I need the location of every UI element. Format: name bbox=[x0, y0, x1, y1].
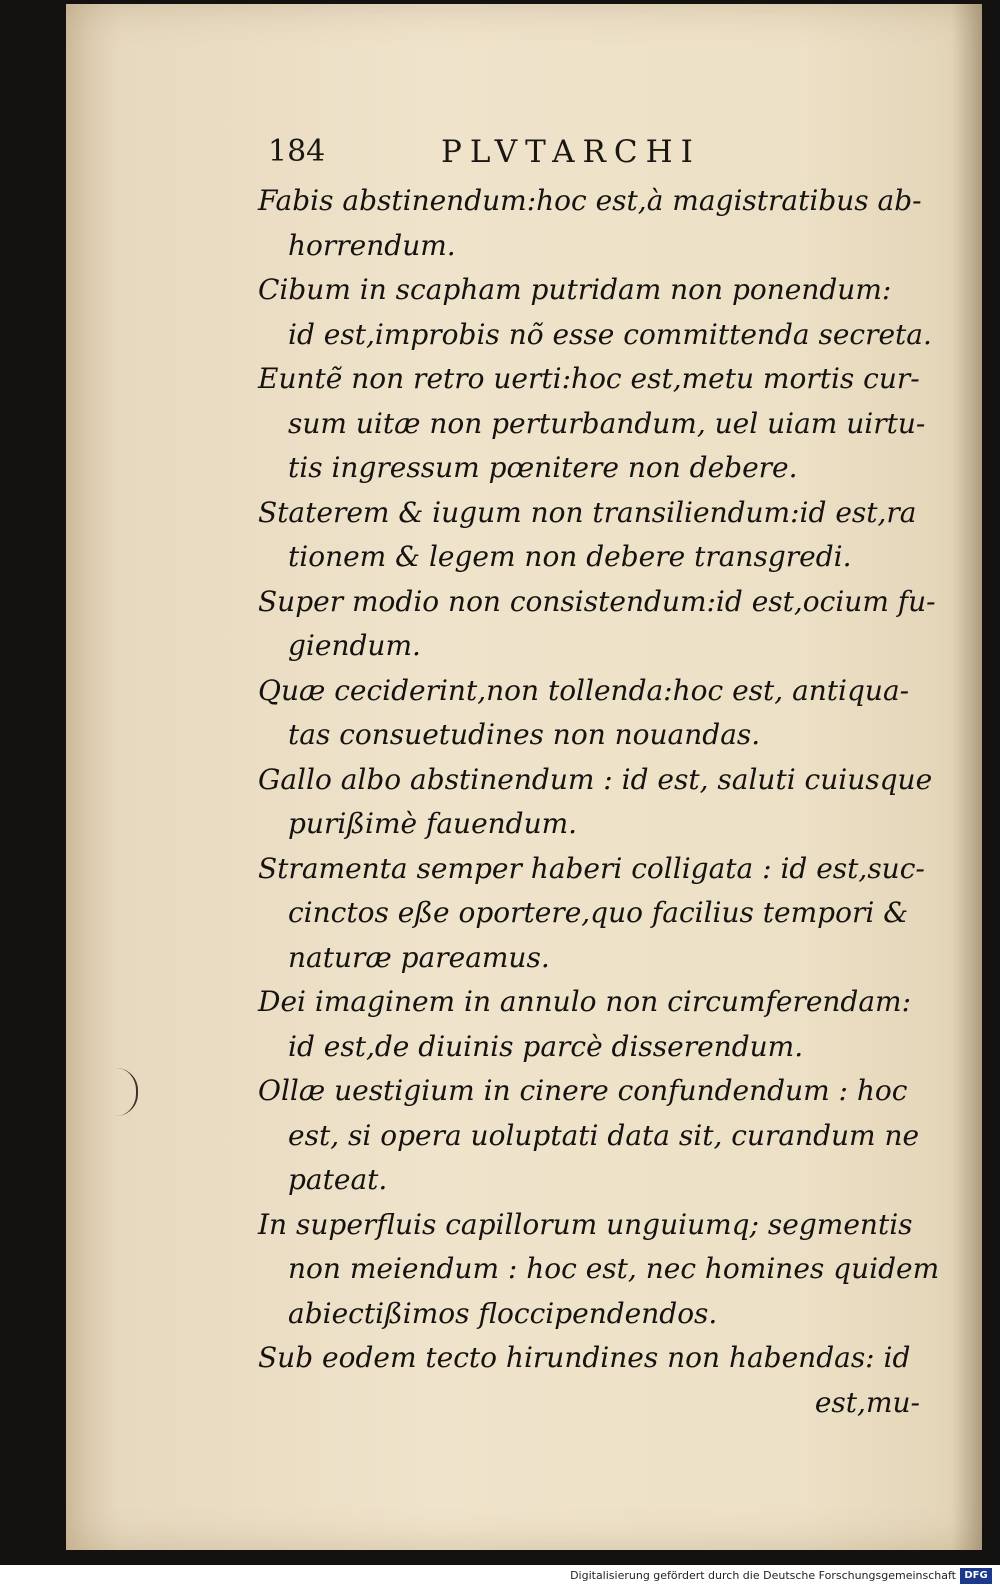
text-line: Staterem & iugum non transiliendum:id est,ra bbox=[258, 495, 917, 529]
text-line: cinctos eße oportere,quo facilius tempori & bbox=[288, 896, 909, 929]
text-line: abiectißimos floccipendendos. bbox=[288, 1296, 718, 1330]
text-line: Dei imaginem in annulo non circumferendam: bbox=[258, 985, 912, 1018]
text-line: Stramenta semper haberi colligata : id est,suc- bbox=[258, 851, 925, 885]
running-head bbox=[268, 134, 968, 174]
text-line: Fabis abstinendum:hoc est,à magistratibus ab- bbox=[258, 184, 922, 217]
text-line: tas consuetudines non nouandas. bbox=[288, 718, 761, 751]
text-line: id est,de diuinis parcè disserendum. bbox=[288, 1029, 804, 1063]
text-line: In superfluis capillorum unguiumq; segmentis bbox=[258, 1207, 913, 1241]
running-title: PLVTARCHI bbox=[441, 134, 701, 170]
text-line: Cibum in scapham putridam non ponendum: bbox=[258, 273, 892, 306]
text-line: Euntẽ non retro uerti:hoc est,metu mortis cur- bbox=[258, 362, 920, 395]
text-line: est, si opera uoluptati data sit, curandum ne bbox=[288, 1118, 920, 1152]
text-line: sum uitæ non perturbandum, uel uiam uirtu- bbox=[288, 406, 926, 440]
text-line: tis ingressum pœnitere non debere. bbox=[288, 451, 798, 484]
footer-bar bbox=[0, 1565, 1000, 1589]
text-line: giendum. bbox=[288, 629, 421, 662]
text-line: tionem & legem non debere transgredi. bbox=[288, 540, 852, 573]
text-line: Gallo albo abstinendum : id est, saluti cuiusque bbox=[258, 762, 933, 796]
text-line: Sub eodem tecto hirundines non habendas: id bbox=[258, 1341, 911, 1374]
text-line: Super modio non consistendum:id est,ocium fu- bbox=[258, 584, 936, 618]
body-text bbox=[258, 179, 958, 1425]
text-line: horrendum. bbox=[288, 228, 456, 262]
page-number: 184 bbox=[268, 134, 326, 169]
text-line: Ollæ uestigium in cinere confundendum : hoc bbox=[258, 1074, 908, 1107]
text-line: naturæ pareamus. bbox=[288, 940, 550, 974]
footer-credit: Digitalisierung gefördert durch die Deutsche Forschungsgemeinschaft bbox=[570, 1569, 956, 1582]
text-line: pateat. bbox=[288, 1163, 388, 1196]
text-line: id est,improbis nõ esse committenda secreta. bbox=[288, 317, 932, 351]
text-line: purißimè fauendum. bbox=[288, 807, 578, 840]
text-line: est,mu- bbox=[814, 1385, 920, 1419]
text-line: Quæ ceciderint,non tollenda:hoc est, antiqua- bbox=[258, 673, 910, 707]
dfg-logo: DFG bbox=[960, 1568, 992, 1584]
text-line: non meiendum : hoc est, nec homines quidem bbox=[288, 1252, 940, 1285]
